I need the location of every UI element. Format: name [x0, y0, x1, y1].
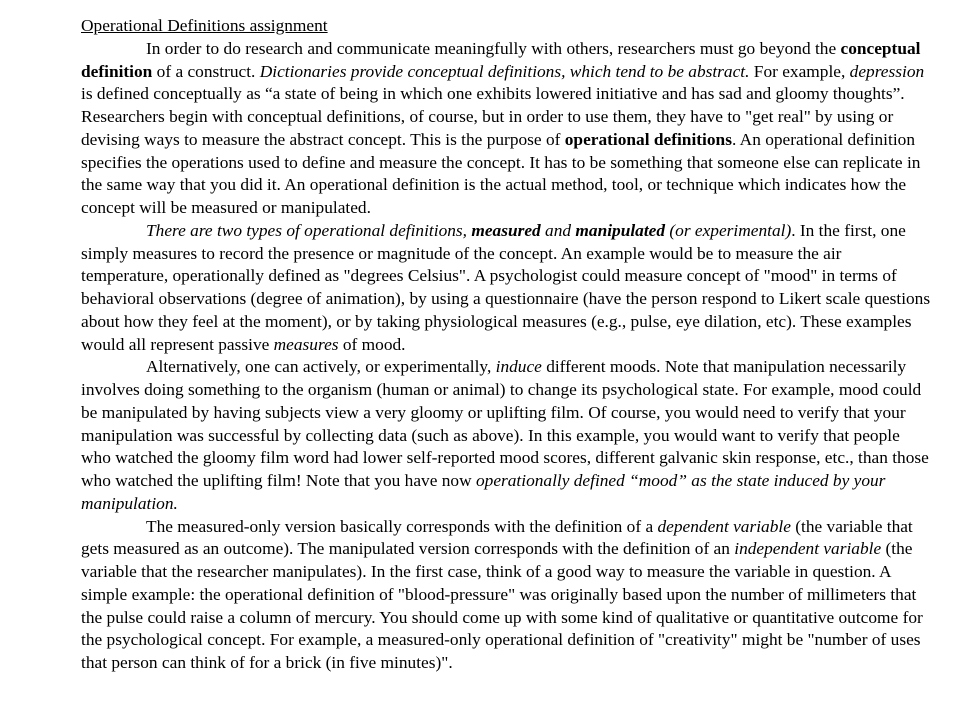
text-run: For example,: [749, 61, 850, 81]
paragraph-intro: [81, 38, 931, 220]
paragraph-measured-only: [81, 516, 931, 675]
text-run: . In the first, one simply measures to record the presence or magnitude of the concept. An example would be to measure the air temperature, operationally defined as "degrees Celsius". A psychologist could measure concept of "mood" in terms of behavioral observations (degree of animation), by using a questionnaire (have the person respond to Likert scale questions about how they feel at the moment), or by taking physiological measures (e.g., pulse, eye dilation, etc). These examples would all represent passive: [81, 220, 931, 354]
text-run-bold: conceptual definition: [81, 38, 921, 81]
document-page: [81, 15, 931, 675]
text-run: The measured-only version basically corresponds with the definition of a: [146, 516, 658, 536]
text-run-italic: and: [540, 220, 576, 240]
text-run: . An operational definition specifies the operations used to define and measure the concept. It has to be something that someone else can replicate in the same way that you did it. An operational definition is the actual method, tool, or technique which indicates how the concept will be measured or manipulated.: [81, 129, 921, 217]
text-run-bold: measured: [471, 220, 541, 240]
text-run: is defined conceptually as “a state of being in which one exhibits lowered initiative and has sad and gloomy thoughts”. Researchers begin with conceptual definitions, of course, but in order to use them, they have to "get real" by using or devising ways to measure the abstract concept. This is the purpose of: [81, 84, 905, 149]
text-run-italic: induce: [495, 357, 542, 377]
text-run: In order to do research and communicate meaningfully with others, researchers must go beyond the: [146, 38, 841, 58]
paragraph-alternatively: [81, 356, 931, 515]
text-run: of mood.: [338, 334, 406, 354]
text-run-italic: operationally defined “mood” as the state induced by your manipulation.: [81, 471, 886, 513]
text-run-italic: Dictionaries provide conceptual definitions, which tend to be abstract.: [259, 61, 750, 81]
text-run-italic: There are two types of operational definitions,: [146, 220, 472, 240]
text-run-italic: measures: [273, 334, 339, 354]
text-run-italic: independent variable: [734, 539, 882, 559]
text-run-italic-bold: [575, 221, 665, 240]
text-run-italic: dependent variable: [657, 516, 791, 536]
text-run: different moods. Note that manipulation necessarily involves doing something to the organism (human or animal) to change its psychological state. For example, mood could be manipulated by having subjects view a very gloomy or uplifting film. Of course, you would need to verify that your manipulation was successful by collecting data (such as above). In this example, you would want to verify that people who watched the gloomy film word had lower self-reported mood scores, different galvanic skin response, etc., than those who watched the uplifting film! Note that you have now: [81, 357, 929, 490]
text-run-italic: (or experimental): [665, 220, 792, 240]
text-run: Alternatively, one can actively, or experimentally,: [146, 357, 496, 377]
paragraph-two-types: [81, 220, 931, 357]
text-run: of a construct.: [152, 61, 260, 81]
text-run: (the variable that the researcher manipulates). In the first case, think of a good way to measure the variable in question. A simple example: the operational definition of "blood-pressure" was originally based upon the number of millimeters that the pulse could raise a column of mercury. You should come up with some kind of qualitative or quantitative outcome for the psychological concept. For example, a measured-only operational definition of "creativity" might be "number of uses that person can think of for a brick (in five minutes)".: [81, 539, 923, 672]
text-run-bold: manipulated: [575, 220, 666, 240]
text-run-italic: depression: [849, 61, 925, 81]
text-run: (the variable that gets measured as an outcome). The manipulated version corresponds with the definition of an: [81, 516, 913, 559]
document-title: Operational Definitions assignment: [81, 16, 328, 35]
text-run-italic-bold: [471, 221, 540, 240]
text-run-bold: operational definitions: [564, 129, 732, 149]
